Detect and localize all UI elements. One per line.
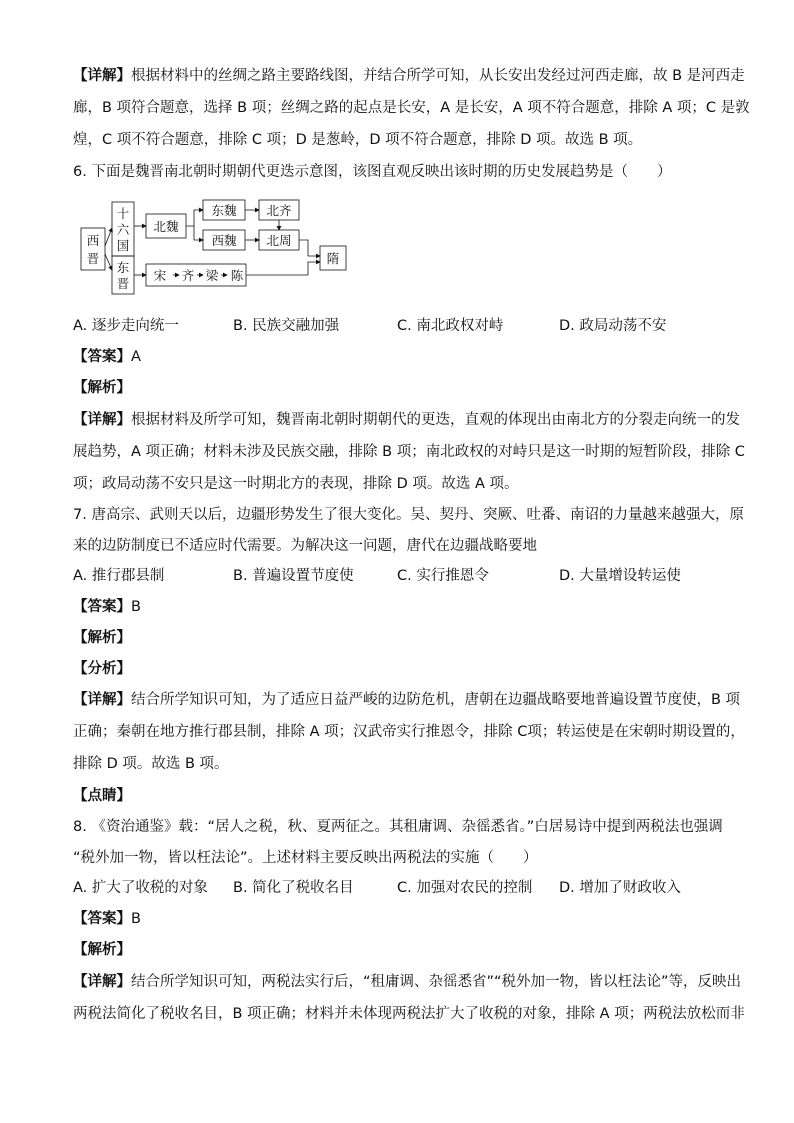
- q7-detail-line-2: 正确；秦朝在地方推行郡县制，排除 A 项；汉武帝实行推恩令，排除 C项；转运使是在宋朝时期设置的，: [73, 724, 745, 740]
- label-shiliuguo-3: 国: [116, 238, 130, 253]
- q6-option-d: D. 政局动荡不安: [559, 318, 667, 334]
- q8-stem-line-1: 8. 《资治通鉴》载：“居人之税，秋、夏两征之。其租庸调、杂徭悉省。”白居易诗中提到两税法也强调: [73, 819, 723, 835]
- q5-detail-line-3: 煌，C 项不符合题意，排除 C 项；D 是葱岭，D 项不符合题意，排除 D 项。故选 B 项。: [73, 132, 643, 148]
- label-dongjin-1: 东: [116, 260, 130, 275]
- q7-fenxi-tag: 【分析】: [73, 661, 131, 677]
- q6-detail-line-3: 项；政局动荡不安只是这一时期北方的表现，排除 D 项。故选 A 项。: [73, 476, 519, 492]
- q8-detail-line-2: 两税法简化了税收名目，B 项正确；材料并未体现两税法扩大了收税的对象，排除 A 项；两税法放松而非: [73, 1006, 745, 1022]
- q7-analysis-tag: 【解析】: [73, 630, 131, 646]
- label-beiwei: 北魏: [153, 219, 179, 234]
- q7-option-d: D. 大量增设转运使: [559, 568, 681, 584]
- label-dongwei: 东魏: [211, 203, 237, 218]
- label-chen: 陈: [230, 268, 244, 283]
- label-beiqi: 北齐: [266, 203, 292, 218]
- q5-detail-line-1: 【详解】根据材料中的丝绸之路主要路线图，并结合所学可知，从长安出发经过河西走廊，故 B 是河西走: [73, 68, 745, 84]
- q7-option-b: B. 普遍设置节度使: [233, 568, 354, 584]
- label-xiwei: 西魏: [211, 233, 237, 248]
- label-qi: 齐: [181, 268, 195, 283]
- q8-option-c: C. 加强对农民的控制: [397, 880, 533, 896]
- q6-option-a: A. 逐步走向统一: [73, 318, 179, 334]
- q8-answer: 【答案】B: [73, 911, 141, 927]
- q6-option-b: B. 民族交融加强: [233, 318, 340, 334]
- q6-analysis-tag: 【解析】: [73, 380, 131, 396]
- q8-option-b: B. 简化了税收名目: [233, 880, 354, 896]
- label-liang: 梁: [205, 268, 219, 283]
- q6-detail-line-2: 展趋势，A 项正确；材料未涉及民族交融，排除 B 项；南北政权的对峙只是这一时期的短暂阶段，排除 C: [73, 444, 745, 460]
- q6-stem: 6. 下面是魏晋南北朝时期朝代更迭示意图，该图直观反映出该时期的历史发展趋势是（ ）: [73, 164, 672, 180]
- q7-stem-line-1: 7. 唐高宗、武则天以后，边疆形势发生了很大变化。吴、契丹、突厥、吐番、南诏的力量越来越强大，原: [73, 507, 744, 523]
- q5-detail-tag: 【详解】: [73, 68, 131, 84]
- q7-detail-line-1: 【详解】结合所学知识可知，为了适应日益严峻的边防危机，唐朝在边疆战略要地普遍设置节度使，B 项: [73, 692, 741, 708]
- q7-detail-line-3: 排除 D 项。故选 B 项。: [73, 756, 229, 772]
- q7-answer: 【答案】B: [73, 599, 141, 615]
- label-song: 宋: [153, 268, 167, 283]
- dynasty-diagram: [80, 198, 370, 298]
- q7-stem-line-2: 来的边防制度已不适应时代需要。为解决这一问题，唐代在边疆战略要地: [73, 538, 537, 554]
- label-dongjin-2: 晋: [116, 276, 130, 291]
- q6-option-c: C. 南北政权对峙: [397, 318, 504, 334]
- q8-stem-line-2: “税外加一物，皆以枉法论”。上述材料主要反映出两税法的实施（ ）: [73, 850, 538, 866]
- q6-answer: 【答案】A: [73, 349, 141, 365]
- label-sui: 隋: [326, 251, 340, 266]
- q5-detail-line-2: 廊，B 项符合题意，选择 B 项；丝绸之路的起点是长安，A 是长安，A 项不符合题意，排除 A 项；C 是敦: [73, 100, 750, 116]
- label-beizhou: 北周: [266, 233, 292, 248]
- q7-dianjing-tag: 【点睛】: [73, 788, 131, 804]
- label-shiliuguo-2: 六: [116, 222, 130, 237]
- q7-option-c: C. 实行推恩令: [397, 568, 489, 584]
- label-shiliuguo-1: 十: [116, 206, 130, 221]
- q7-option-a: A. 推行郡县制: [73, 568, 165, 584]
- q8-analysis-tag: 【解析】: [73, 942, 131, 958]
- q6-detail-line-1: 【详解】根据材料及所学可知，魏晋南北朝时期朝代的更迭，直观的体现出由南北方的分裂走向统一的发: [73, 412, 740, 428]
- label-xijin-2: 晋: [86, 251, 100, 266]
- q8-option-d: D. 增加了财政收入: [559, 880, 681, 896]
- label-xijin-1: 西: [86, 233, 100, 248]
- q8-option-a: A. 扩大了收税的对象: [73, 880, 208, 896]
- q8-detail-line-1: 【详解】结合所学知识可知，两税法实行后，“租庸调、杂徭悉省”“税外加一物，皆以枉法论”等，反映出: [73, 974, 742, 990]
